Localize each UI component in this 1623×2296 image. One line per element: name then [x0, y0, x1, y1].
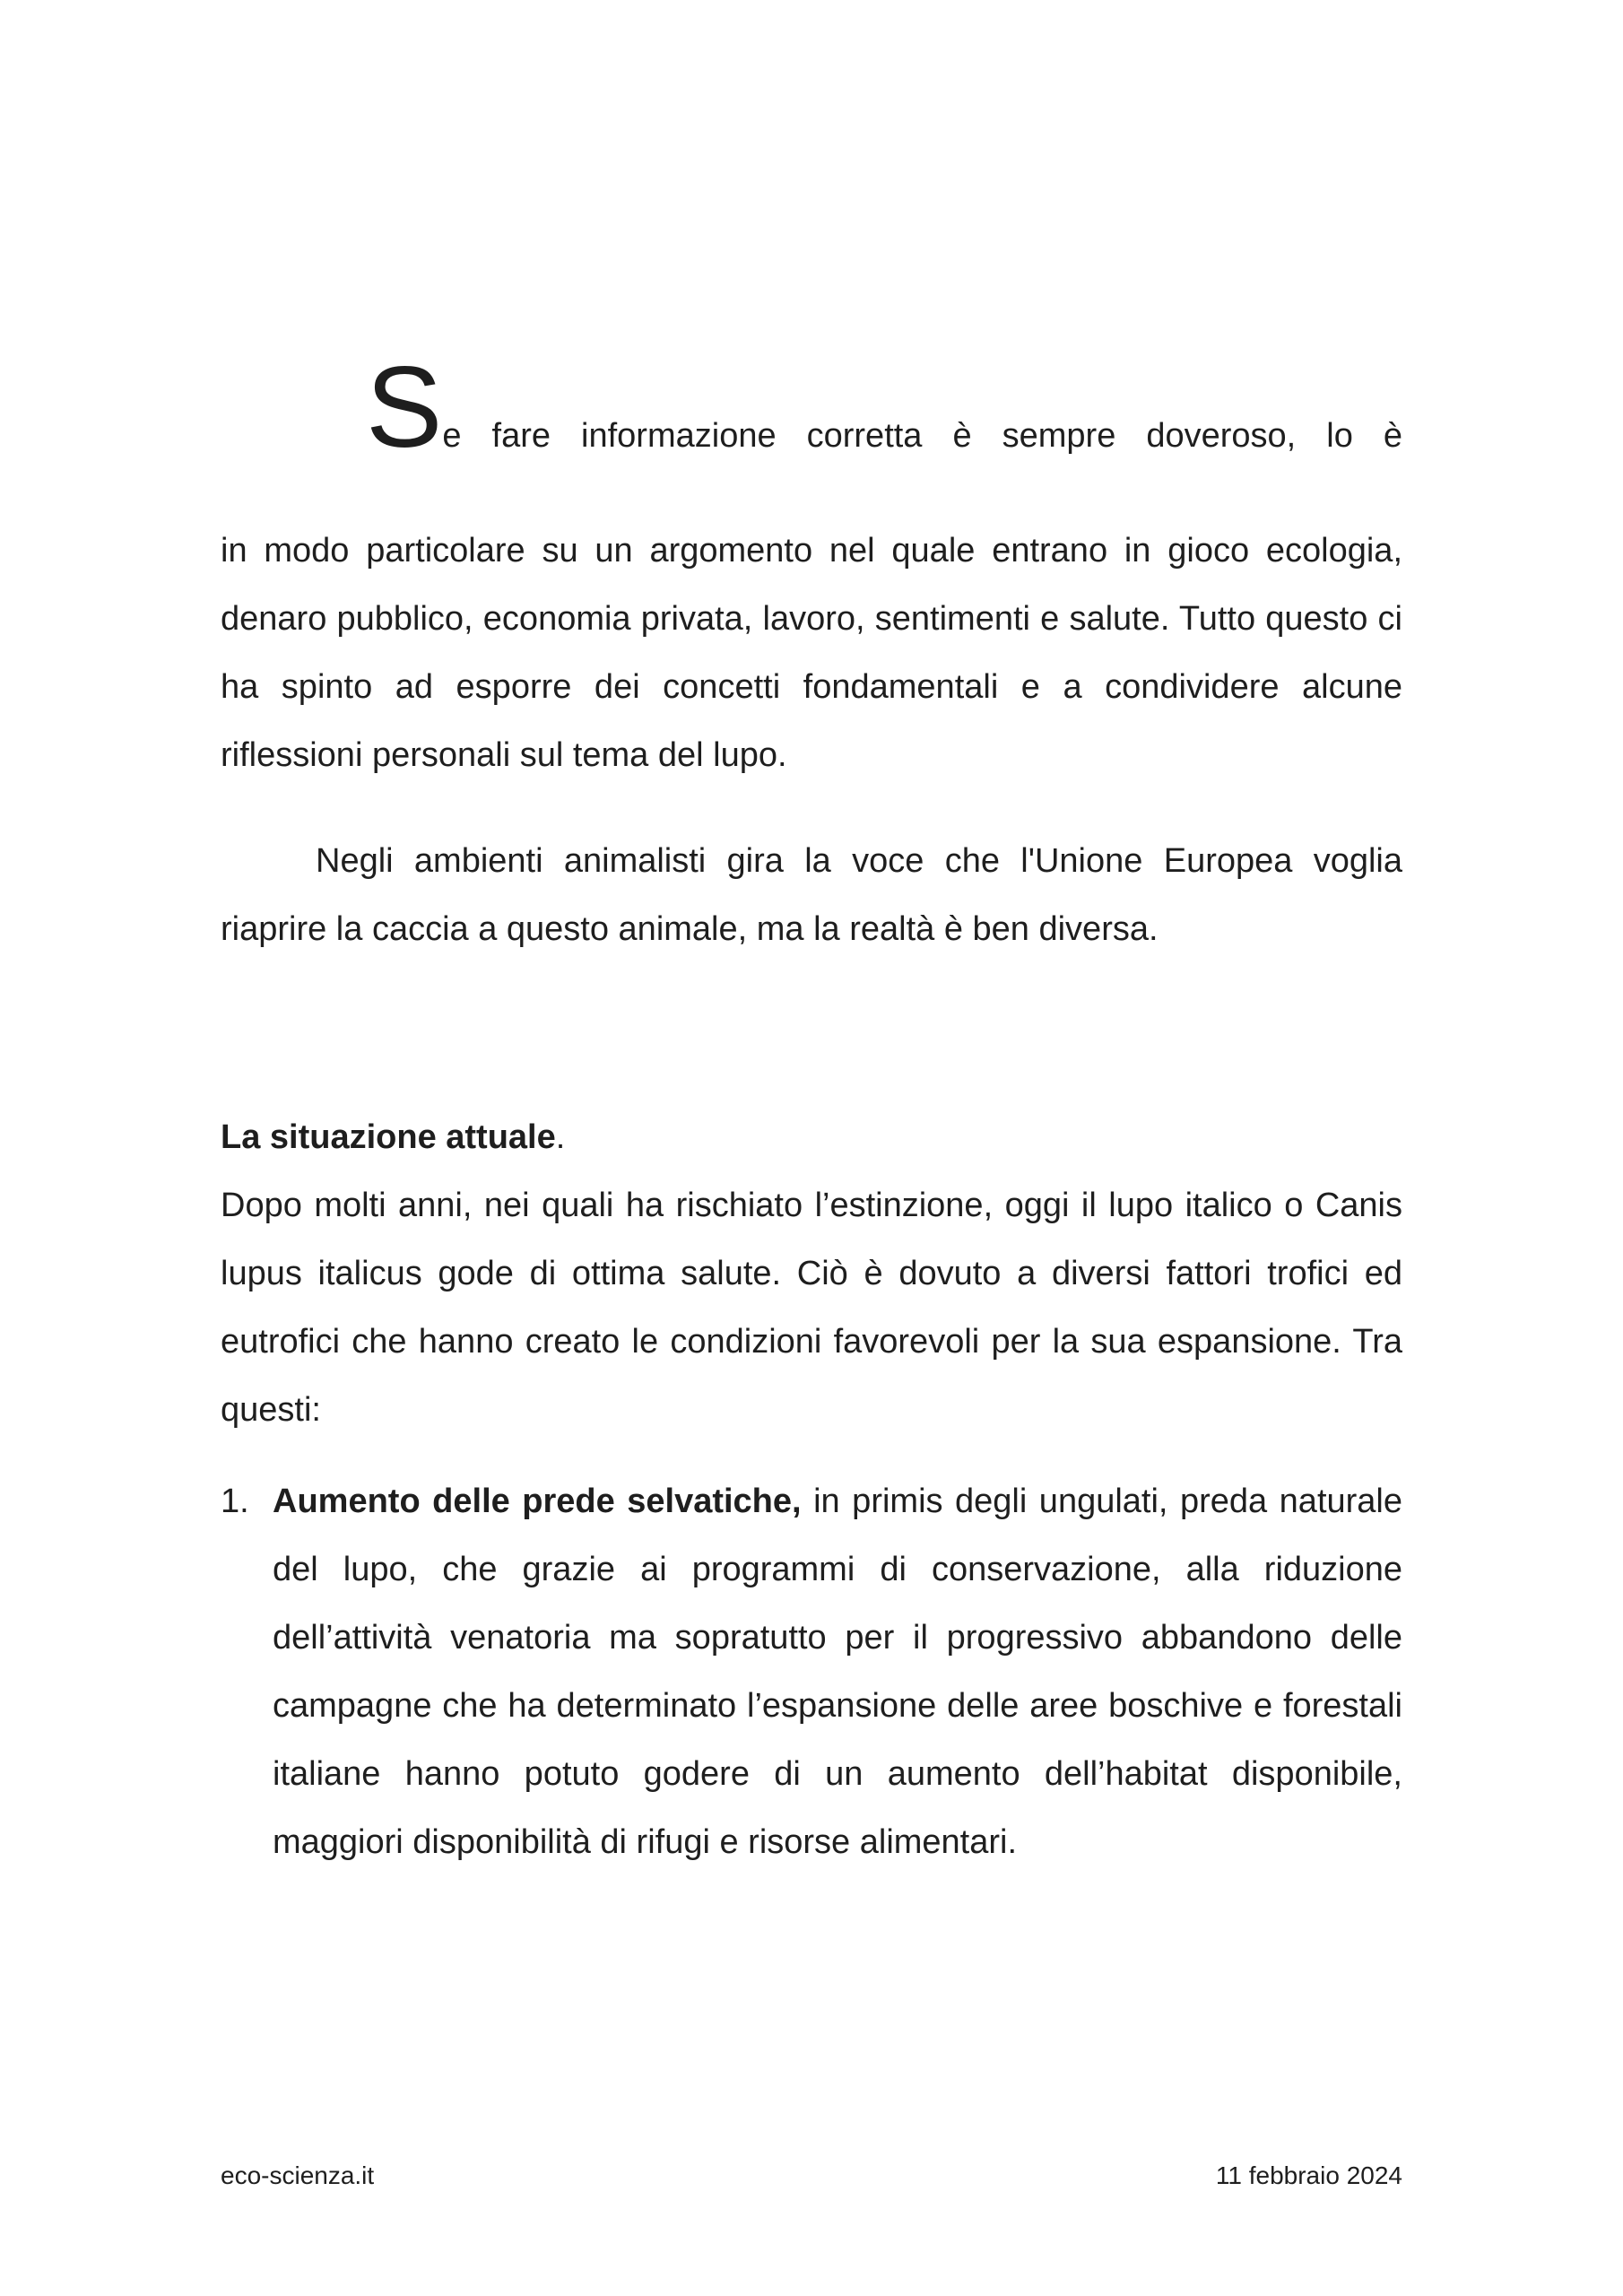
section-heading: [221, 1103, 1402, 1171]
section-heading-bold: La situazione attuale: [221, 1118, 556, 1156]
list-item-lead: Aumento delle prede selvatiche,: [273, 1483, 802, 1520]
dropcap-initial: S: [366, 344, 443, 472]
factors-list: [221, 1467, 1402, 1876]
intro-first-line-text: e fare informazione corretta è sempre doveroso, lo è: [442, 417, 1402, 455]
intro-paragraph: in modo particolare su un argomento nel quale entrano in gioco ecologia, denaro pubblico, economia privata, lavoro, sentimenti e salute. Tutto questo ci ha spinto ad esporre dei concetti fondamentali e a condividere alcune riflessioni personali sul tema del lupo.: [221, 532, 1402, 774]
article-body: [221, 344, 1402, 1876]
page-footer: [221, 2161, 1402, 2191]
list-item: [221, 1467, 1402, 1876]
intro-first-line: [221, 344, 1402, 472]
footer-site: eco-scienza.it: [221, 2161, 375, 2189]
list-item-rest: in primis degli ungulati, preda naturale del lupo, che grazie ai programmi di conservazione, alla riduzione dell’attività venatoria ma sopratutto per il progressivo abbandono delle campagne che ha determinato l’espansione delle aree boschive e forestali italiane hanno potuto godere di un aumento dell’habitat disponibile, maggiori disponibilità di rifugi e risorse alimentari.: [273, 1483, 1402, 1861]
list-item-number: 1.: [221, 1483, 249, 1520]
list-item-text: [273, 1467, 1402, 1876]
situation-paragraph: Dopo molti anni, nei quali ha rischiato l’estinzione, oggi il lupo italico o Canis lupus italicus gode di ottima salute. Ciò è dovuto a diversi fattori trofici ed eutrofici che hanno creato le condizioni favorevoli per la sua espansione. Tra questi:: [221, 1187, 1402, 1429]
section-heading-period: .: [555, 1118, 566, 1156]
footer-date: 11 febbraio 2024: [1215, 2161, 1402, 2189]
rumor-paragraph: Negli ambienti animalisti gira la voce che l'Unione Europea voglia riaprire la caccia a questo animale, ma la realtà è ben diversa.: [221, 842, 1402, 948]
